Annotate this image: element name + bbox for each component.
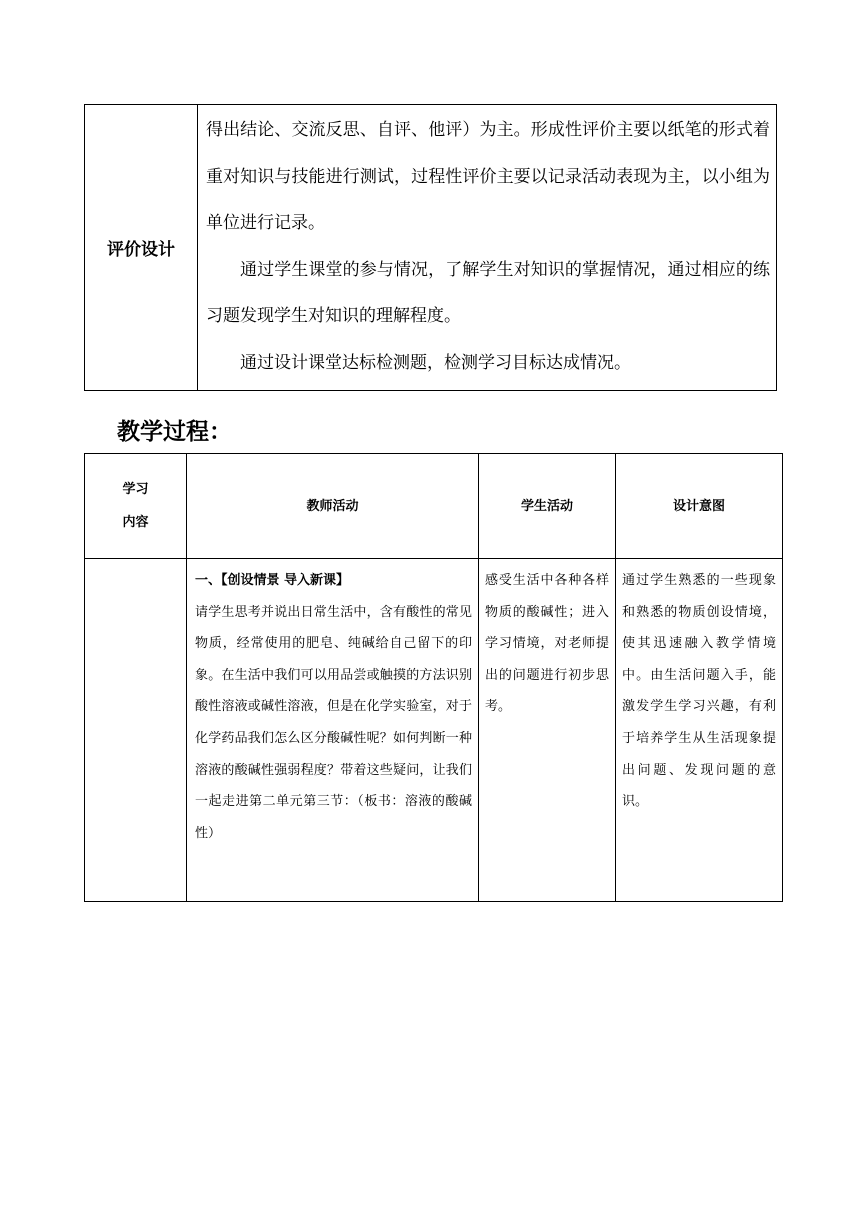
teaching-process-table bbox=[84, 453, 783, 902]
header-learning-content-line2: 内容 bbox=[122, 515, 149, 530]
section-title: 教学过程： bbox=[117, 419, 232, 445]
table-header-row bbox=[85, 454, 783, 559]
header-learning-content-line1: 学习 bbox=[122, 482, 149, 497]
table-row bbox=[85, 559, 783, 902]
evaluation-table bbox=[84, 104, 777, 391]
cell-learning-content bbox=[85, 559, 187, 902]
evaluation-content bbox=[198, 105, 777, 391]
evaluation-paragraph: 通过设计课堂达标检测题，检测学习目标达成情况。 bbox=[240, 352, 631, 373]
header-design-intent: 设计意图 bbox=[616, 454, 783, 559]
teacher-activity-heading: 一、【创设情景 导入新课】 bbox=[195, 573, 350, 588]
teacher-activity-text: 请学生思考并说出日常生活中，含有酸性的常见物质，经常使用的肥皂、纯碱给自己留下的印象。在生活中我们可以用品尝或触摸的方法识别酸性溶液或碱性溶液，但是在化学实验室，对于化学药品我们怎么区分酸碱性呢？如何判断一种溶液的酸碱性强弱程度？带着这些疑问，让我们一起走进第二单元第三节：（板书：溶液的酸碱性） bbox=[195, 604, 472, 841]
cell-teacher-activity bbox=[187, 559, 479, 902]
design-intent-text: 通过学生熟悉的一些现象和熟悉的物质创设情境，使其迅速融入教学情境中。由生活问题入手，能激发学生学习兴趣，有利于培养学生从生活现象提出问题、发现问题的意识。 bbox=[622, 573, 776, 810]
evaluation-label: 评价设计 bbox=[85, 105, 198, 391]
header-learning-content bbox=[85, 454, 187, 559]
evaluation-paragraph: 通过学生课堂的参与情况，了解学生对知识的掌握情况，通过相应的练习题发现学生对知识的理解程度。 bbox=[206, 259, 770, 326]
evaluation-paragraph: 得出结论、交流反思、自评、他评）为主。形成性评价主要以纸笔的形式着重对知识与技能进行测试，过程性评价主要以记录活动表现为主，以小组为单位进行记录。 bbox=[206, 120, 770, 233]
cell-student-activity bbox=[479, 559, 616, 902]
cell-design-intent bbox=[616, 559, 783, 902]
evaluation-row bbox=[85, 105, 777, 391]
header-student-activity: 学生活动 bbox=[479, 454, 616, 559]
student-activity-text: 感受生活中各种各样物质的酸碱性；进入学习情境，对老师提出的问题进行初步思考。 bbox=[485, 573, 609, 715]
header-teacher-activity: 教师活动 bbox=[187, 454, 479, 559]
